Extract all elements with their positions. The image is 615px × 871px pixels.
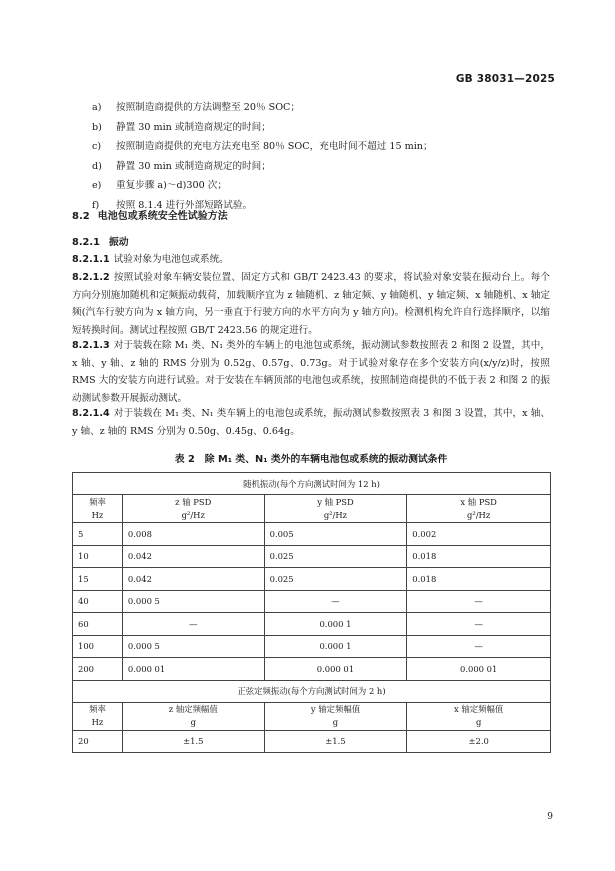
cell-y: 0.005 <box>264 523 407 546</box>
column-header <box>122 702 264 730</box>
cell-y: 0.025 <box>264 568 407 591</box>
table-row <box>73 568 551 591</box>
clause-paragraph <box>72 405 550 440</box>
step-marker: f) <box>92 199 100 211</box>
header-label: y 轴定频幅值 <box>310 704 361 714</box>
subsection-title: 振动 <box>108 237 129 248</box>
step-text: 按照制造商提供的方法调整至 20％ SOC； <box>116 102 300 113</box>
list-item <box>72 118 552 138</box>
list-item <box>72 137 552 157</box>
table-title: 除 M₁ 类、N₁ 类外的车辆电池包或系统的振动测试条件 <box>204 454 448 465</box>
clause-number: 8.2.1.2 <box>72 272 110 283</box>
step-text: 静置 30 min 或制造商规定的时间； <box>116 121 271 133</box>
cell-z: 0.008 <box>122 523 264 546</box>
cell-x: — <box>407 635 551 658</box>
cell-x: 0.018 <box>407 568 551 591</box>
column-header <box>407 495 551 523</box>
clause-text: 对于装载在 M₁ 类、N₁ 类车辆上的电池包或系统，振动测试参数按照表 3 和图 3 设置，其中，x 轴、y 轴、z 轴的 RMS 分别为 0.50g、0.45g、0.64g。 <box>72 408 550 437</box>
cell-z: 0.000 5 <box>122 590 264 613</box>
header-label: x 轴定频幅值 <box>454 704 504 714</box>
step-marker: c) <box>92 141 102 152</box>
cell-frequency: 200 <box>73 658 123 681</box>
cell-y: 0.000 1 <box>264 613 407 636</box>
header-label: 频率 <box>89 704 106 714</box>
cell-z: — <box>122 613 264 636</box>
header-unit: g²/Hz <box>181 509 205 520</box>
step-text: 按照制造商提供的充电方法充电至 80％ SOC，充电时间不超过 15 min； <box>116 141 433 152</box>
cell-y: 0.000 01 <box>264 658 407 681</box>
header-label: z 轴定频幅值 <box>168 704 218 714</box>
step-marker: a) <box>92 102 102 113</box>
clause-number: 8.2.1.3 <box>72 340 110 351</box>
random-band-header: 随机振动(每个方向测试时间为 12 h) <box>73 473 551 495</box>
table-row <box>73 590 551 613</box>
cell-y: 0.000 1 <box>264 635 407 658</box>
standard-code: GB 38031—2025 <box>455 73 555 85</box>
table-caption <box>72 451 550 465</box>
header-unit: g²/Hz <box>467 509 491 520</box>
cell-x: 0.000 01 <box>407 658 551 681</box>
cell-frequency: 40 <box>73 590 123 613</box>
header-unit: Hz <box>91 717 104 727</box>
table-row <box>73 523 551 546</box>
clause-text: 试验对象为电池包或系统。 <box>113 254 229 265</box>
cell-frequency: 60 <box>73 613 123 636</box>
clause-number: 8.2.1.4 <box>72 408 110 419</box>
header-label: y 轴 PSD <box>317 496 354 507</box>
cell-z: 0.000 5 <box>122 635 264 658</box>
subsection-heading <box>72 234 129 248</box>
table-number: 表 2 <box>174 454 195 465</box>
header-label: x 轴 PSD <box>460 496 497 507</box>
cell-frequency: 15 <box>73 568 123 591</box>
table-row <box>73 635 551 658</box>
cell-x: — <box>407 613 551 636</box>
page-number: 9 <box>547 812 553 822</box>
table-row <box>73 495 551 523</box>
header-unit: g²/Hz <box>323 509 348 520</box>
step-text: 静置 30 min 或制造商规定的时间； <box>116 160 271 172</box>
cell-y: ±1.5 <box>264 730 407 753</box>
section-title: 电池包或系统安全性试验方法 <box>97 211 228 222</box>
cell-frequency: 5 <box>73 523 123 546</box>
step-marker: d) <box>92 160 102 172</box>
cell-x: — <box>407 590 551 613</box>
header-unit: g <box>475 717 482 727</box>
cell-frequency: 20 <box>73 730 123 753</box>
cell-z: ±1.5 <box>122 730 264 753</box>
cell-frequency: 10 <box>73 545 123 568</box>
procedure-steps <box>72 98 552 215</box>
cell-z: 0.000 01 <box>122 658 264 681</box>
clause-text: 按照试验对象车辆安装位置、固定方式和 GB/T 2423.43 的要求，将试验对象安装在振动台上。每个方向分别施加随机和定频振动载荷，加载顺序宜为 z 轴随机、z 轴定频、y 轴随机、y 轴定频、x 轴随机、x 轴定频(汽车行驶方向为 x 轴方向，另一垂直于行驶方向的水平方向为 y 轴方向)。检测机构允许自行选择顺序，以缩短转换时间。测试过程按照 GB/T 2423.56 的规定进行。 <box>72 272 550 336</box>
table-row <box>73 545 551 568</box>
table-row <box>73 658 551 681</box>
column-header <box>264 702 407 730</box>
column-header <box>73 702 123 730</box>
step-text: 重复步骤 a)～d)300 次； <box>116 180 227 191</box>
column-header <box>122 495 264 523</box>
cell-z: 0.042 <box>122 568 264 591</box>
cell-x: ±2.0 <box>407 730 551 753</box>
cell-y: 0.025 <box>264 545 407 568</box>
table-row <box>73 702 551 730</box>
table-row <box>73 473 551 495</box>
subsection-number: 8.2.1 <box>72 237 100 248</box>
column-header <box>407 702 551 730</box>
clause-paragraph <box>72 251 550 269</box>
cell-y: — <box>264 590 407 613</box>
clause-number: 8.2.1.1 <box>72 254 110 265</box>
section-number: 8.2 <box>72 211 90 222</box>
step-marker: b) <box>92 121 102 133</box>
table-row <box>73 680 551 702</box>
sine-band-header: 正弦定频振动(每个方向测试时间为 2 h) <box>73 680 551 702</box>
cell-x: 0.002 <box>407 523 551 546</box>
section-heading <box>72 207 228 222</box>
cell-x: 0.018 <box>407 545 551 568</box>
vibration-test-table <box>72 472 551 753</box>
cell-frequency: 100 <box>73 635 123 658</box>
list-item <box>72 157 552 177</box>
step-text: 按照 8.1.4 进行外部短路试验。 <box>116 199 253 211</box>
list-item <box>72 176 552 196</box>
step-marker: e) <box>92 180 102 191</box>
table-row <box>73 730 551 753</box>
column-header <box>264 495 407 523</box>
cell-z: 0.042 <box>122 545 264 568</box>
clause-text: 对于装载在除 M₁ 类、N₁ 类外的车辆上的电池包或系统，振动测试参数按照表 2 和图 2 设置，其中，x 轴、y 轴、z 轴的 RMS 分别为 0.52g、0.57g、0.73g。对于试验对象存在多个安装方向(x/y/z)时，按照 RMS 大的安装方向进行试验。对于安装在车辆顶部的电池包或系统，按照制造商提供的不低于表 2 和图 2 的振动测试参数开展振动测试。 <box>72 340 550 404</box>
table-row <box>73 613 551 636</box>
column-header <box>73 495 123 523</box>
header-unit: g <box>190 717 196 727</box>
header-label: z 轴 PSD <box>175 496 212 507</box>
header-label: 频率 <box>89 496 106 507</box>
clause-paragraph <box>72 337 550 407</box>
header-unit: g <box>332 717 339 727</box>
list-item <box>72 98 552 118</box>
clause-paragraph <box>72 269 550 339</box>
header-unit: Hz <box>91 509 104 520</box>
